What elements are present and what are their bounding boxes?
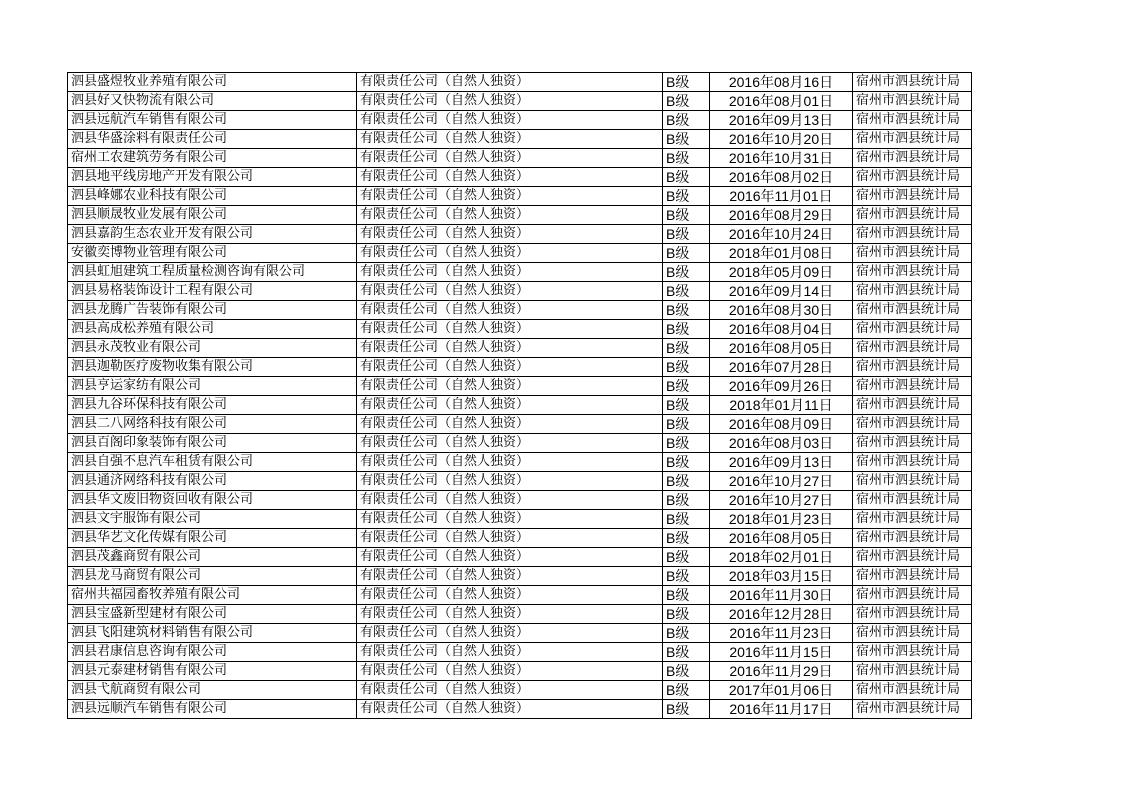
company-name-cell: 宿州工农建筑劳务有限公司: [68, 149, 357, 168]
table-row: [68, 396, 972, 415]
authority-cell: 宿州市泗县统计局: [853, 187, 972, 206]
company-name-cell: 泗县通济网络科技有限公司: [68, 472, 357, 491]
company-name-cell: 泗县二八网络科技有限公司: [68, 415, 357, 434]
grade-cell: B级: [663, 320, 710, 339]
company-name-cell: 泗县地平线房地产开发有限公司: [68, 168, 357, 187]
authority-cell: 宿州市泗县统计局: [853, 643, 972, 662]
grade-cell: B级: [663, 567, 710, 586]
grade-cell: B级: [663, 130, 710, 149]
authority-cell: 宿州市泗县统计局: [853, 434, 972, 453]
date-cell: 2016年10月31日: [710, 149, 853, 168]
company-type-cell: 有限责任公司（自然人独资）: [357, 453, 663, 472]
company-name-cell: 泗县嘉韵生态农业开发有限公司: [68, 225, 357, 244]
table-row: [68, 111, 972, 130]
grade-cell: B级: [663, 491, 710, 510]
grade-cell: B级: [663, 643, 710, 662]
date-cell: 2016年08月01日: [710, 92, 853, 111]
table-row: [68, 358, 972, 377]
grade-cell: B级: [663, 453, 710, 472]
table-row: [68, 130, 972, 149]
company-name-cell: 泗县龙马商贸有限公司: [68, 567, 357, 586]
authority-cell: 宿州市泗县统计局: [853, 168, 972, 187]
table-row: [68, 282, 972, 301]
authority-cell: 宿州市泗县统计局: [853, 605, 972, 624]
table-row: [68, 301, 972, 320]
date-cell: 2018年03月15日: [710, 567, 853, 586]
table-row: [68, 73, 972, 92]
authority-cell: 宿州市泗县统计局: [853, 358, 972, 377]
date-cell: 2016年08月09日: [710, 415, 853, 434]
grade-cell: B级: [663, 548, 710, 567]
table-row: [68, 206, 972, 225]
authority-cell: 宿州市泗县统计局: [853, 73, 972, 92]
authority-cell: 宿州市泗县统计局: [853, 586, 972, 605]
authority-cell: 宿州市泗县统计局: [853, 624, 972, 643]
date-cell: 2016年09月13日: [710, 111, 853, 130]
company-type-cell: 有限责任公司（自然人独资）: [357, 662, 663, 681]
company-name-cell: 泗县宝盛新型建材有限公司: [68, 605, 357, 624]
company-name-cell: 泗县弋航商贸有限公司: [68, 681, 357, 700]
company-type-cell: 有限责任公司（自然人独资）: [357, 700, 663, 719]
company-type-cell: 有限责任公司（自然人独资）: [357, 472, 663, 491]
authority-cell: 宿州市泗县统计局: [853, 662, 972, 681]
authority-cell: 宿州市泗县统计局: [853, 377, 972, 396]
company-name-cell: 泗县虹旭建筑工程质量检测咨询有限公司: [68, 263, 357, 282]
grade-cell: B级: [663, 510, 710, 529]
company-type-cell: 有限责任公司（自然人独资）: [357, 187, 663, 206]
company-type-cell: 有限责任公司（自然人独资）: [357, 244, 663, 263]
company-type-cell: 有限责任公司（自然人独资）: [357, 586, 663, 605]
company-type-cell: 有限责任公司（自然人独资）: [357, 529, 663, 548]
table-row: [68, 681, 972, 700]
company-name-cell: 泗县易格装饰设计工程有限公司: [68, 282, 357, 301]
company-type-cell: 有限责任公司（自然人独资）: [357, 225, 663, 244]
date-cell: 2016年11月23日: [710, 624, 853, 643]
grade-cell: B级: [663, 244, 710, 263]
date-cell: 2016年11月29日: [710, 662, 853, 681]
authority-cell: 宿州市泗县统计局: [853, 453, 972, 472]
table-row: [68, 624, 972, 643]
authority-cell: 宿州市泗县统计局: [853, 339, 972, 358]
company-name-cell: 泗县自强不息汽车租赁有限公司: [68, 453, 357, 472]
table-body: [68, 73, 972, 719]
company-type-cell: 有限责任公司（自然人独资）: [357, 130, 663, 149]
company-type-cell: 有限责任公司（自然人独资）: [357, 263, 663, 282]
grade-cell: B级: [663, 662, 710, 681]
grade-cell: B级: [663, 206, 710, 225]
authority-cell: 宿州市泗县统计局: [853, 548, 972, 567]
authority-cell: 宿州市泗县统计局: [853, 396, 972, 415]
company-type-cell: 有限责任公司（自然人独资）: [357, 339, 663, 358]
company-name-cell: 泗县九谷环保科技有限公司: [68, 396, 357, 415]
company-type-cell: 有限责任公司（自然人独资）: [357, 415, 663, 434]
grade-cell: B级: [663, 586, 710, 605]
company-type-cell: 有限责任公司（自然人独资）: [357, 168, 663, 187]
company-name-cell: 泗县华盛涂料有限责任公司: [68, 130, 357, 149]
date-cell: 2016年10月20日: [710, 130, 853, 149]
authority-cell: 宿州市泗县统计局: [853, 510, 972, 529]
grade-cell: B级: [663, 434, 710, 453]
date-cell: 2016年09月13日: [710, 453, 853, 472]
table-row: [68, 168, 972, 187]
company-type-cell: 有限责任公司（自然人独资）: [357, 111, 663, 130]
grade-cell: B级: [663, 168, 710, 187]
date-cell: 2016年08月16日: [710, 73, 853, 92]
table-row: [68, 434, 972, 453]
grade-cell: B级: [663, 415, 710, 434]
company-type-cell: 有限责任公司（自然人独资）: [357, 92, 663, 111]
table-row: [68, 225, 972, 244]
table-row: [68, 586, 972, 605]
date-cell: 2018年01月23日: [710, 510, 853, 529]
authority-cell: 宿州市泗县统计局: [853, 301, 972, 320]
company-name-cell: 泗县华艺文化传媒有限公司: [68, 529, 357, 548]
table-row: [68, 700, 972, 719]
grade-cell: B级: [663, 73, 710, 92]
grade-cell: B级: [663, 624, 710, 643]
company-type-cell: 有限责任公司（自然人独资）: [357, 605, 663, 624]
company-name-cell: 泗县文宇服饰有限公司: [68, 510, 357, 529]
table-row: [68, 510, 972, 529]
company-name-cell: 泗县茂鑫商贸有限公司: [68, 548, 357, 567]
authority-cell: 宿州市泗县统计局: [853, 320, 972, 339]
authority-cell: 宿州市泗县统计局: [853, 206, 972, 225]
date-cell: 2016年10月24日: [710, 225, 853, 244]
grade-cell: B级: [663, 377, 710, 396]
date-cell: 2016年09月26日: [710, 377, 853, 396]
company-name-cell: 宿州共福园畜牧养殖有限公司: [68, 586, 357, 605]
company-name-cell: 泗县永茂牧业有限公司: [68, 339, 357, 358]
table-row: [68, 548, 972, 567]
company-name-cell: 泗县远顺汽车销售有限公司: [68, 700, 357, 719]
table-row: [68, 453, 972, 472]
company-name-cell: 泗县华文废旧物资回收有限公司: [68, 491, 357, 510]
company-type-cell: 有限责任公司（自然人独资）: [357, 491, 663, 510]
authority-cell: 宿州市泗县统计局: [853, 225, 972, 244]
company-name-cell: 安徽奕博物业管理有限公司: [68, 244, 357, 263]
date-cell: 2016年11月17日: [710, 700, 853, 719]
company-type-cell: 有限责任公司（自然人独资）: [357, 681, 663, 700]
date-cell: 2016年09月14日: [710, 282, 853, 301]
authority-cell: 宿州市泗县统计局: [853, 415, 972, 434]
date-cell: 2016年08月29日: [710, 206, 853, 225]
date-cell: 2016年07月28日: [710, 358, 853, 377]
authority-cell: 宿州市泗县统计局: [853, 567, 972, 586]
date-cell: 2016年12月28日: [710, 605, 853, 624]
table-row: [68, 149, 972, 168]
table-row: [68, 377, 972, 396]
company-name-cell: 泗县峰娜农业科技有限公司: [68, 187, 357, 206]
company-type-cell: 有限责任公司（自然人独资）: [357, 567, 663, 586]
company-type-cell: 有限责任公司（自然人独资）: [357, 377, 663, 396]
authority-cell: 宿州市泗县统计局: [853, 111, 972, 130]
date-cell: 2018年05月09日: [710, 263, 853, 282]
date-cell: 2016年08月03日: [710, 434, 853, 453]
date-cell: 2016年08月30日: [710, 301, 853, 320]
table-row: [68, 529, 972, 548]
date-cell: 2016年11月01日: [710, 187, 853, 206]
authority-cell: 宿州市泗县统计局: [853, 529, 972, 548]
authority-cell: 宿州市泗县统计局: [853, 700, 972, 719]
company-name-cell: 泗县高成松养殖有限公司: [68, 320, 357, 339]
company-name-cell: 泗县百阁印象装饰有限公司: [68, 434, 357, 453]
grade-cell: B级: [663, 339, 710, 358]
date-cell: 2017年01月06日: [710, 681, 853, 700]
table-row: [68, 187, 972, 206]
company-name-cell: 泗县远航汽车销售有限公司: [68, 111, 357, 130]
company-type-cell: 有限责任公司（自然人独资）: [357, 206, 663, 225]
company-type-cell: 有限责任公司（自然人独资）: [357, 73, 663, 92]
company-type-cell: 有限责任公司（自然人独资）: [357, 301, 663, 320]
company-type-cell: 有限责任公司（自然人独资）: [357, 282, 663, 301]
company-name-cell: 泗县顺晟牧业发展有限公司: [68, 206, 357, 225]
company-name-cell: 泗县龙腾广告装饰有限公司: [68, 301, 357, 320]
company-name-cell: 泗县盛煜牧业养殖有限公司: [68, 73, 357, 92]
grade-cell: B级: [663, 529, 710, 548]
grade-cell: B级: [663, 681, 710, 700]
authority-cell: 宿州市泗县统计局: [853, 244, 972, 263]
company-type-cell: 有限责任公司（自然人独资）: [357, 510, 663, 529]
date-cell: 2016年11月15日: [710, 643, 853, 662]
table-row: [68, 472, 972, 491]
authority-cell: 宿州市泗县统计局: [853, 491, 972, 510]
date-cell: 2016年08月05日: [710, 529, 853, 548]
authority-cell: 宿州市泗县统计局: [853, 472, 972, 491]
date-cell: 2016年11月30日: [710, 586, 853, 605]
date-cell: 2016年08月05日: [710, 339, 853, 358]
company-name-cell: 泗县飞阳建筑材料销售有限公司: [68, 624, 357, 643]
table-row: [68, 605, 972, 624]
grade-cell: B级: [663, 225, 710, 244]
grade-cell: B级: [663, 263, 710, 282]
company-type-cell: 有限责任公司（自然人独资）: [357, 358, 663, 377]
grade-cell: B级: [663, 149, 710, 168]
grade-cell: B级: [663, 605, 710, 624]
table-row: [68, 415, 972, 434]
table-row: [68, 339, 972, 358]
company-type-cell: 有限责任公司（自然人独资）: [357, 434, 663, 453]
grade-cell: B级: [663, 301, 710, 320]
grade-cell: B级: [663, 282, 710, 301]
grade-cell: B级: [663, 472, 710, 491]
grade-cell: B级: [663, 396, 710, 415]
date-cell: 2016年08月02日: [710, 168, 853, 187]
company-name-cell: 泗县迦勒医疗废物收集有限公司: [68, 358, 357, 377]
authority-cell: 宿州市泗县统计局: [853, 92, 972, 111]
authority-cell: 宿州市泗县统计局: [853, 149, 972, 168]
table-row: [68, 643, 972, 662]
authority-cell: 宿州市泗县统计局: [853, 130, 972, 149]
company-type-cell: 有限责任公司（自然人独资）: [357, 624, 663, 643]
date-cell: 2018年01月08日: [710, 244, 853, 263]
date-cell: 2016年08月04日: [710, 320, 853, 339]
grade-cell: B级: [663, 92, 710, 111]
company-type-cell: 有限责任公司（自然人独资）: [357, 396, 663, 415]
grade-cell: B级: [663, 111, 710, 130]
company-name-cell: 泗县好又快物流有限公司: [68, 92, 357, 111]
table-row: [68, 491, 972, 510]
authority-cell: 宿州市泗县统计局: [853, 282, 972, 301]
date-cell: 2016年10月27日: [710, 472, 853, 491]
date-cell: 2016年10月27日: [710, 491, 853, 510]
table-row: [68, 662, 972, 681]
table-row: [68, 263, 972, 282]
date-cell: 2018年02月01日: [710, 548, 853, 567]
table-row: [68, 92, 972, 111]
company-name-cell: 泗县元泰建材销售有限公司: [68, 662, 357, 681]
company-type-cell: 有限责任公司（自然人独资）: [357, 149, 663, 168]
table-row: [68, 320, 972, 339]
table-row: [68, 244, 972, 263]
authority-cell: 宿州市泗县统计局: [853, 263, 972, 282]
credit-rating-table: [67, 72, 972, 719]
company-name-cell: 泗县君康信息咨询有限公司: [68, 643, 357, 662]
grade-cell: B级: [663, 358, 710, 377]
authority-cell: 宿州市泗县统计局: [853, 681, 972, 700]
date-cell: 2018年01月11日: [710, 396, 853, 415]
grade-cell: B级: [663, 700, 710, 719]
company-type-cell: 有限责任公司（自然人独资）: [357, 548, 663, 567]
table-row: [68, 567, 972, 586]
company-type-cell: 有限责任公司（自然人独资）: [357, 643, 663, 662]
grade-cell: B级: [663, 187, 710, 206]
company-type-cell: 有限责任公司（自然人独资）: [357, 320, 663, 339]
company-name-cell: 泗县亨运家纺有限公司: [68, 377, 357, 396]
